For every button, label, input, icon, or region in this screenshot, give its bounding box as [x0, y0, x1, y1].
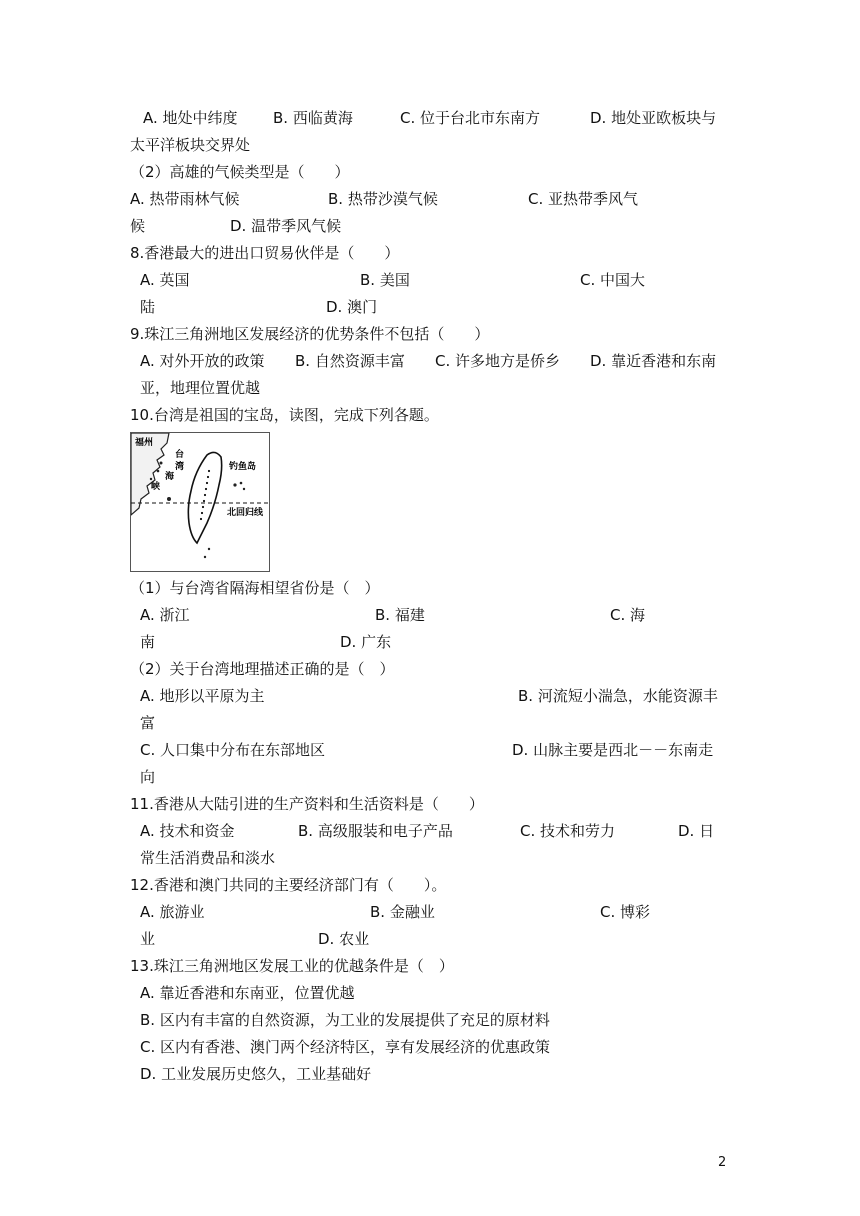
option-text: B. 福建: [375, 606, 425, 624]
option-text: D. 靠近香港和东南: [590, 352, 717, 370]
option-text: 常生活消费品和淡水: [140, 849, 276, 867]
taiwan-map: [130, 432, 270, 572]
option-text: A. 地处中纬度: [143, 109, 238, 127]
map-label-tropic: 北回归线: [227, 508, 264, 518]
map-label-diaoyudao: 钓鱼岛: [229, 462, 257, 472]
option-text: B. 美国: [360, 271, 410, 289]
option-text: 亚，地理位置优越: [140, 379, 261, 397]
option-text: B. 金融业: [370, 903, 435, 921]
map-label-xia: 峡: [151, 482, 161, 492]
question-text: （2）关于台湾地理描述正确的是（ ）: [130, 660, 395, 678]
option-text: A. 浙江: [140, 606, 190, 624]
option-text: C. 技术和劳力: [520, 822, 616, 840]
option-text: 候: [130, 217, 146, 235]
question-text: （1）与台湾省隔海相望省份是（ ）: [130, 579, 380, 597]
map-label-hai: 海: [165, 472, 175, 482]
option-text: C. 亚热带季风气: [528, 190, 639, 208]
option-text: A. 对外开放的政策: [140, 352, 265, 370]
option-text: B. 河流短小湍急，水能资源丰: [518, 687, 718, 705]
option-text: B. 高级服装和电子产品: [298, 822, 453, 840]
option-text: C. 人口集中分布在东部地区: [140, 741, 326, 759]
question-text: 13.珠江三角洲地区发展工业的优越条件是（ ）: [130, 957, 454, 975]
option-text: D. 工业发展历史悠久，工业基础好: [140, 1065, 372, 1083]
question-text: （2）高雄的气候类型是（ ）: [130, 163, 350, 181]
option-text: A. 地形以平原为主: [140, 687, 265, 705]
question-text: 8.香港最大的进出口贸易伙伴是（ ）: [130, 244, 400, 262]
option-text: B. 热带沙漠气候: [328, 190, 438, 208]
option-text: A. 热带雨林气候: [130, 190, 240, 208]
option-text: 陆: [140, 298, 156, 316]
option-text: D. 地处亚欧板块与: [590, 109, 717, 127]
taiwan-map-graphic: [131, 433, 269, 571]
option-text: B. 西临黄海: [273, 109, 353, 127]
option-text: C. 区内有香港、澳门两个经济特区，享有发展经济的优惠政策: [140, 1038, 551, 1056]
option-text: 富: [140, 714, 156, 732]
option-text: D. 日: [678, 822, 715, 840]
map-label-fuzhou: 福州: [135, 438, 154, 448]
option-text: 向: [140, 768, 156, 786]
option-text: A. 技术和资金: [140, 822, 235, 840]
option-text: A. 靠近香港和东南亚，位置优越: [140, 984, 355, 1002]
question-text: 10.台湾是祖国的宝岛，读图，完成下列各题。: [130, 406, 439, 424]
option-text: A. 旅游业: [140, 903, 205, 921]
option-text: 南: [140, 633, 156, 651]
map-label-wan: 湾: [175, 462, 185, 472]
question-text: 9.珠江三角洲地区发展经济的优势条件不包括（ ）: [130, 325, 490, 343]
option-text: B. 区内有丰富的自然资源，为工业的发展提供了充足的原材料: [140, 1011, 550, 1029]
map-label-tai: 台: [175, 450, 185, 460]
question-text: 12.香港和澳门共同的主要经济部门有（ ）。: [130, 876, 447, 894]
option-text: D. 山脉主要是西北－－东南走: [512, 741, 714, 759]
option-text: C. 海: [610, 606, 646, 624]
option-text: D. 广东: [340, 633, 392, 651]
option-text: C. 博彩: [600, 903, 651, 921]
option-text: C. 许多地方是侨乡: [435, 352, 561, 370]
option-text: D. 农业: [318, 930, 370, 948]
page-number: 2: [718, 1155, 727, 1170]
option-text: C. 中国大: [580, 271, 646, 289]
option-text: D. 温带季风气候: [230, 217, 342, 235]
option-text: D. 澳门: [326, 298, 378, 316]
question-text: 11.香港从大陆引进的生产资料和生活资料是（ ）: [130, 795, 484, 813]
option-text: B. 自然资源丰富: [295, 352, 405, 370]
option-text: C. 位于台北市东南方: [400, 109, 541, 127]
option-text: A. 英国: [140, 271, 190, 289]
option-text: 业: [140, 930, 156, 948]
option-text: 太平洋板块交界处: [130, 136, 251, 154]
